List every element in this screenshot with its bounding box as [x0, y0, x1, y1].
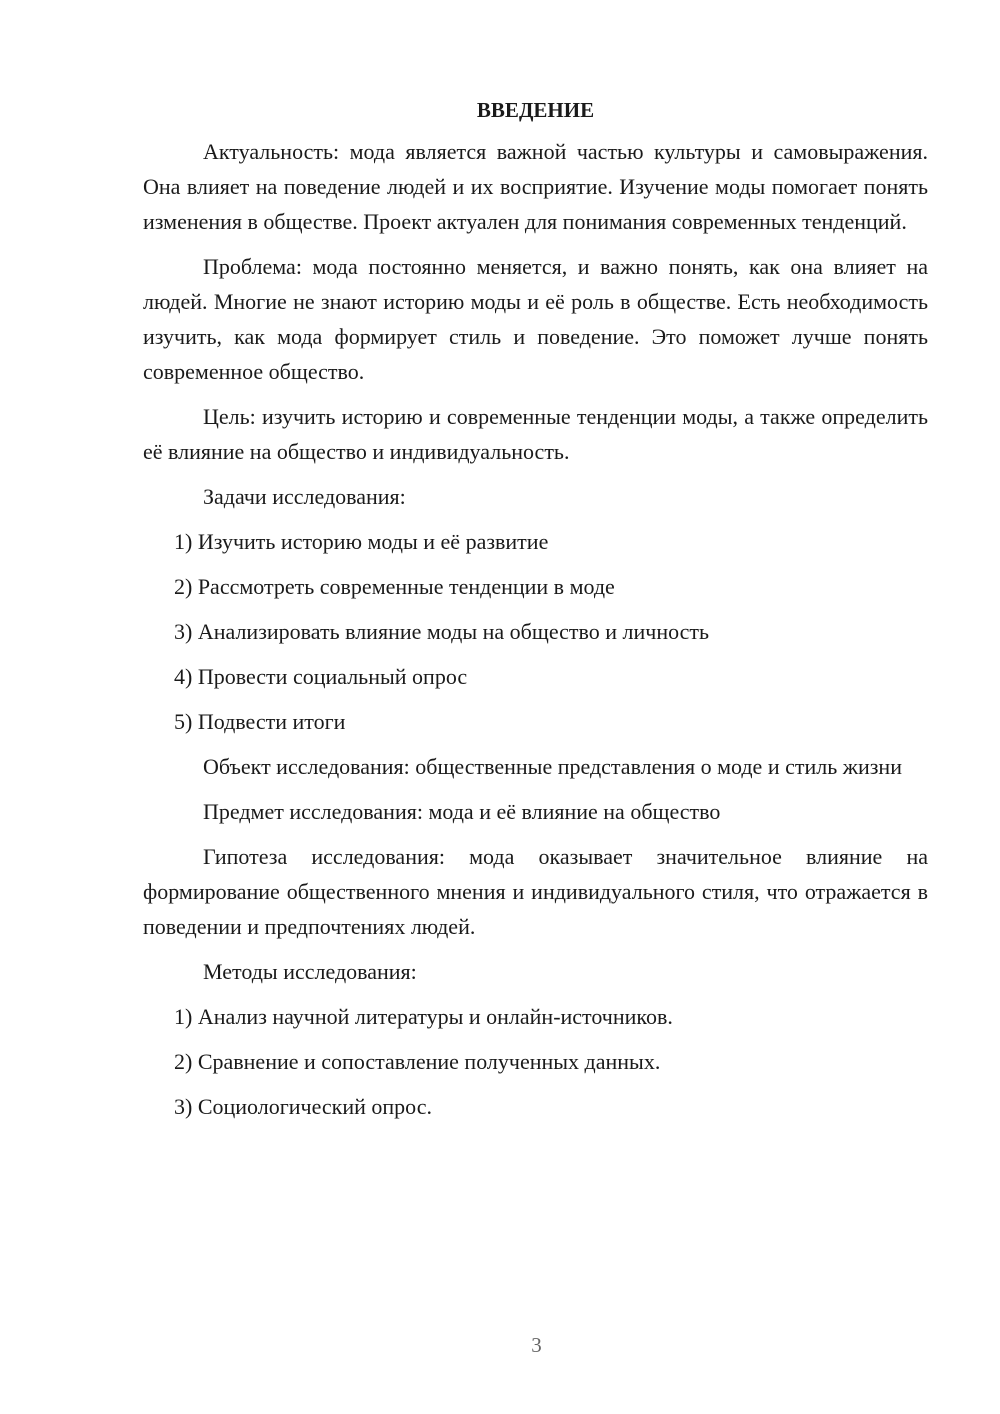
list-item: 3) Социологический опрос. [174, 1094, 432, 1119]
list-item: 2) Рассмотреть современные тенденции в моде [174, 574, 615, 599]
methods-list [143, 999, 928, 1124]
subject-paragraph: Предмет исследования: мода и её влияние на общество [203, 799, 721, 824]
hypothesis-paragraph: Гипотеза исследования: мода оказывает значительное влияние на формирование общественного мнения и индивидуального стиля, что отражается в поведении и предпочтениях людей. [143, 844, 928, 939]
list-item: 2) Сравнение и сопоставление полученных данных. [174, 1049, 661, 1074]
document-page [143, 93, 928, 1134]
list-item: 5) Подвести итоги [174, 709, 346, 734]
tasks-heading: Задачи исследования: [203, 484, 406, 509]
list-item: 3) Анализировать влияние моды на общество и личность [174, 619, 710, 644]
page-number: 3 [531, 1333, 542, 1357]
section-title: ВВЕДЕНИЕ [476, 98, 595, 122]
problem-paragraph: Проблема: мода постоянно меняется, и важно понять, как она влияет на людей. Многие не знают историю моды и её роль в обществе. Есть необходимость изучить, как мода формирует стиль и поведение. Это поможет лучше понять современное общество. [143, 254, 928, 384]
list-item: 4) Провести социальный опрос [174, 664, 468, 689]
methods-heading: Методы исследования: [203, 959, 417, 984]
object-paragraph: Объект исследования: общественные представления о моде и стиль жизни [203, 754, 902, 779]
tasks-list [143, 524, 928, 739]
relevance-paragraph: Актуальность: мода является важной частью культуры и самовыражения. Она влияет на поведение людей и их восприятие. Изучение моды помогает понять изменения в обществе. Проект актуален для понимания современных тенденций. [143, 139, 928, 234]
list-item: 1) Анализ научной литературы и онлайн-источников. [174, 1004, 673, 1029]
list-item: 1) Изучить историю моды и её развитие [174, 529, 549, 554]
goal-paragraph: Цель: изучить историю и современные тенденции моды, а также определить её влияние на общество и индивидуальность. [143, 404, 928, 464]
